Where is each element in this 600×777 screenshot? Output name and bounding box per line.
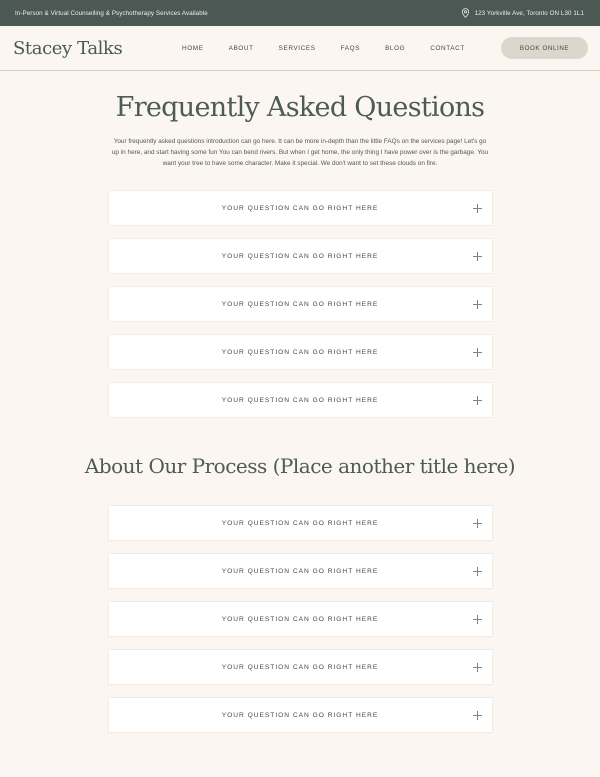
- plus-icon[interactable]: [473, 519, 482, 528]
- faq-question: YOUR QUESTION CAN GO RIGHT HERE: [221, 204, 379, 212]
- address[interactable]: [461, 8, 584, 18]
- book-online-button[interactable]: BOOK ONLINE: [501, 37, 588, 59]
- faq-item[interactable]: [108, 553, 493, 589]
- plus-icon[interactable]: [473, 567, 482, 576]
- nav-blog[interactable]: BLOG: [385, 44, 406, 52]
- site-header: [0, 26, 600, 71]
- map-pin-icon: [461, 8, 470, 18]
- faq-item[interactable]: [108, 286, 493, 322]
- faq-item[interactable]: [108, 382, 493, 418]
- nav-services[interactable]: SERVICES: [278, 44, 316, 52]
- tagline: In-Person & Virtual Counselling & Psychotherapy Services Available: [15, 9, 208, 17]
- plus-icon[interactable]: [473, 711, 482, 720]
- address-text: 123 Yorkville Ave, Toronto ON L30 1L1: [474, 9, 584, 17]
- faq-question: YOUR QUESTION CAN GO RIGHT HERE: [221, 252, 379, 260]
- faq-intro: Your frequently asked questions introduction can go here. It can be more in-depth than the little FAQs on the services page! Let's go up in here, and start having some fun You can bend rivers. But when I get home, the only thing I have power over is the garbage. You want your tree to have some character. Make it special. We don't want to set these clouds on fire.: [111, 138, 489, 167]
- main-nav: [182, 45, 490, 52]
- faq-question: YOUR QUESTION CAN GO RIGHT HERE: [221, 396, 379, 404]
- process-title: About Our Process (Place another title here): [84, 454, 516, 478]
- faq-question: YOUR QUESTION CAN GO RIGHT HERE: [221, 300, 379, 308]
- faq-list: [0, 190, 600, 418]
- faq-item[interactable]: [108, 334, 493, 370]
- faq-question: YOUR QUESTION CAN GO RIGHT HERE: [221, 711, 379, 719]
- nav-contact[interactable]: CONTACT: [430, 44, 465, 52]
- plus-icon[interactable]: [473, 615, 482, 624]
- nav-faqs[interactable]: FAQS: [340, 44, 361, 52]
- page-title: Frequently Asked Questions: [115, 92, 485, 123]
- plus-icon[interactable]: [473, 252, 482, 261]
- plus-icon[interactable]: [473, 396, 482, 405]
- faq-item[interactable]: [108, 238, 493, 274]
- faq-item[interactable]: [108, 505, 493, 541]
- plus-icon[interactable]: [473, 348, 482, 357]
- plus-icon[interactable]: [473, 204, 482, 213]
- faq-question: YOUR QUESTION CAN GO RIGHT HERE: [221, 567, 379, 575]
- plus-icon[interactable]: [473, 663, 482, 672]
- faq-question: YOUR QUESTION CAN GO RIGHT HERE: [221, 615, 379, 623]
- faq-question: YOUR QUESTION CAN GO RIGHT HERE: [221, 663, 379, 671]
- plus-icon[interactable]: [473, 300, 482, 309]
- faq-item[interactable]: [108, 601, 493, 637]
- faq-item[interactable]: [108, 190, 493, 226]
- nav-home[interactable]: HOME: [182, 44, 204, 52]
- site-logo[interactable]: Stacey Talks: [13, 37, 123, 59]
- process-faq-list: [0, 505, 600, 733]
- announcement-bar: [0, 0, 600, 26]
- faq-item[interactable]: [108, 649, 493, 685]
- faq-question: YOUR QUESTION CAN GO RIGHT HERE: [221, 519, 379, 527]
- faq-question: YOUR QUESTION CAN GO RIGHT HERE: [221, 348, 379, 356]
- nav-about[interactable]: ABOUT: [228, 44, 254, 52]
- faq-item[interactable]: [108, 697, 493, 733]
